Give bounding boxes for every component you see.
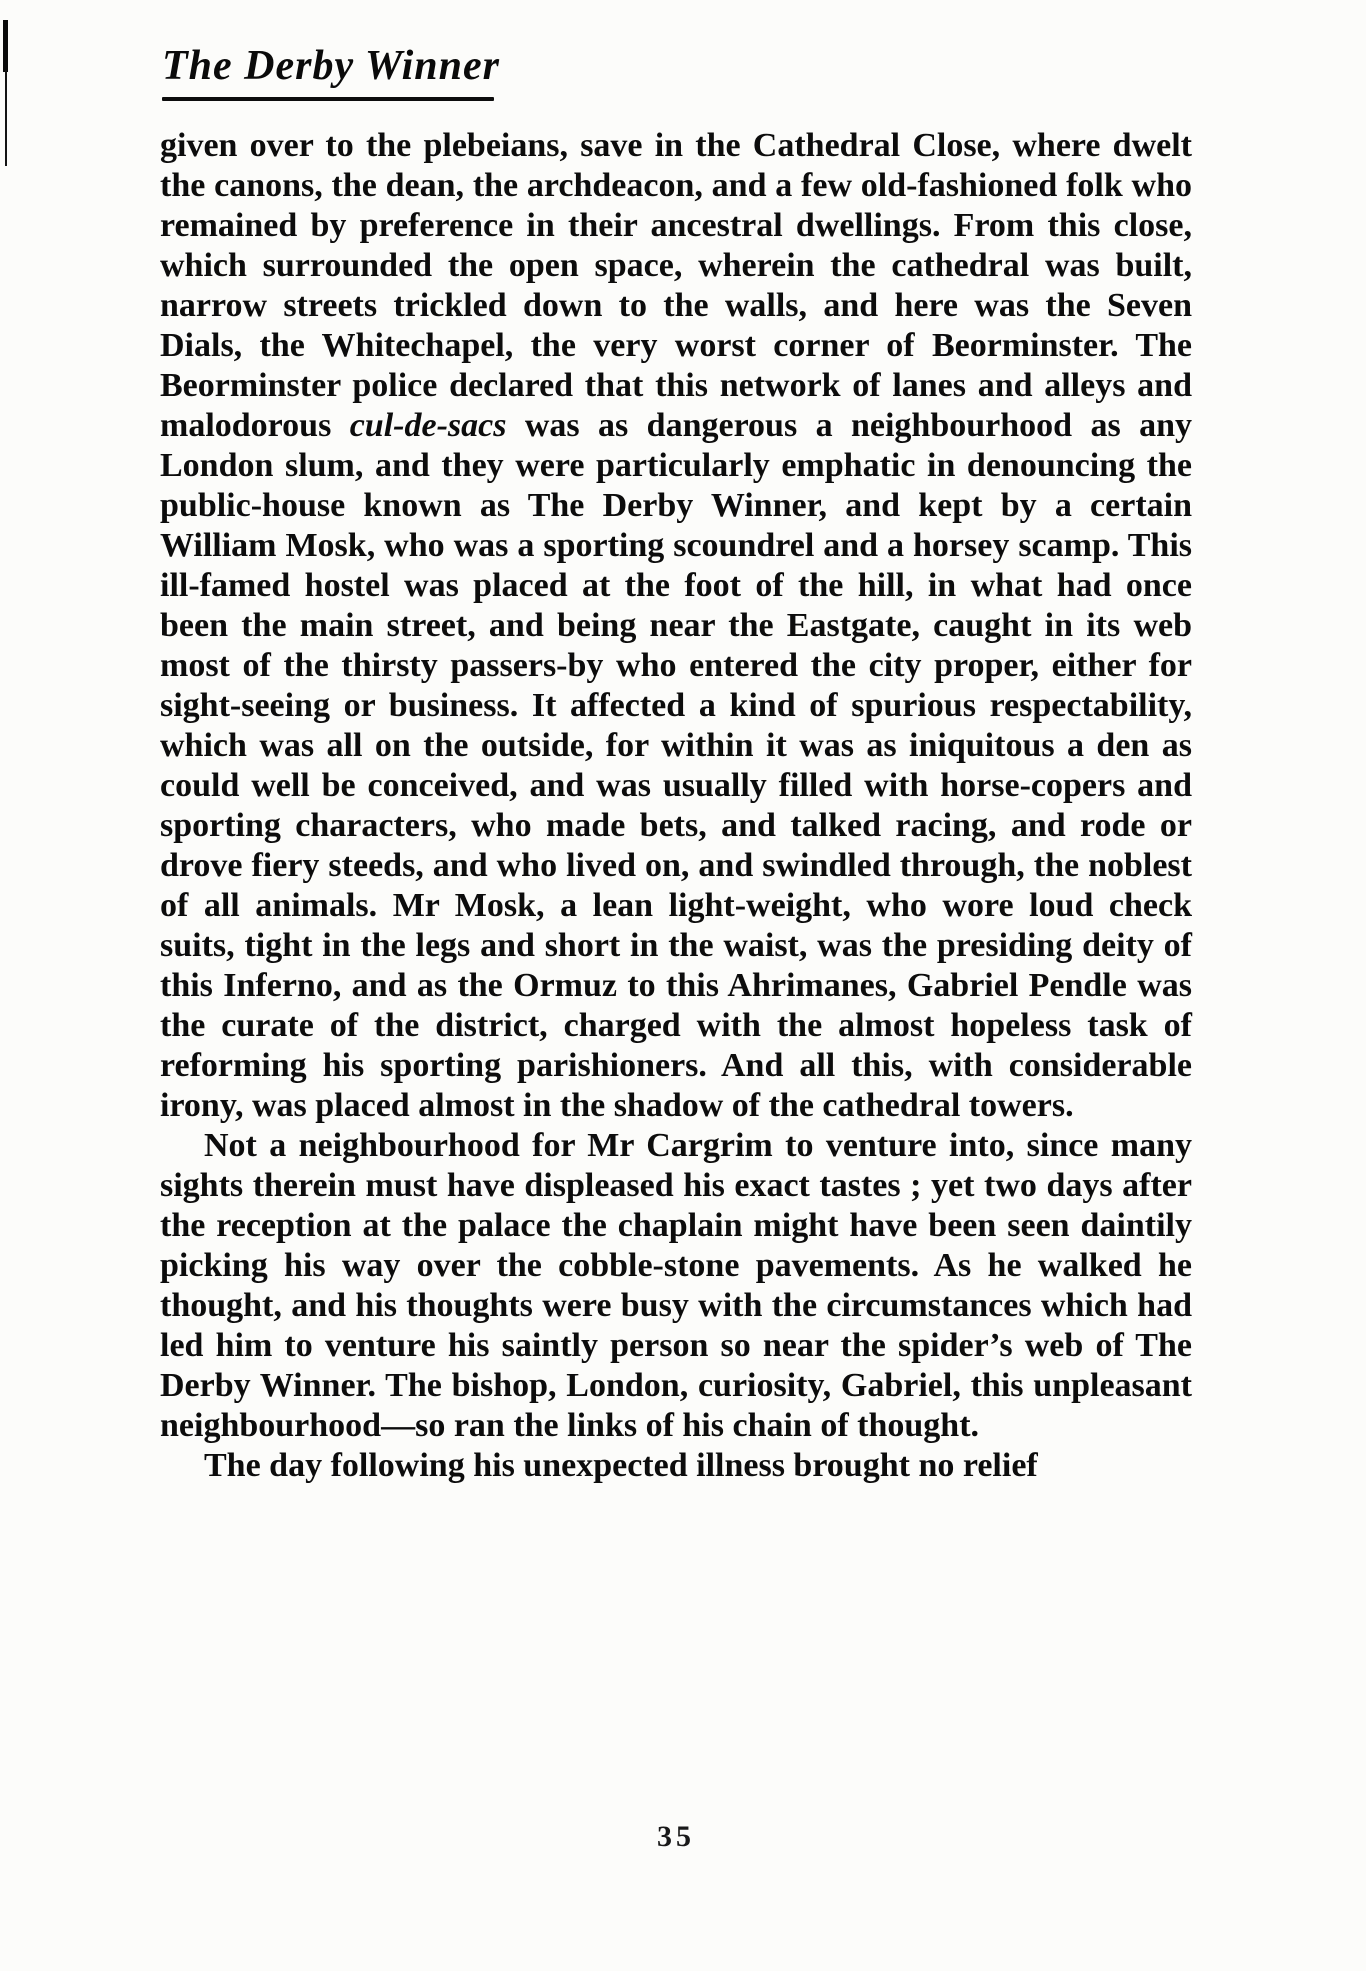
running-header — [162, 42, 502, 101]
italic-phrase: cul-de-sacs — [349, 407, 507, 444]
paragraph — [160, 1126, 1192, 1446]
page-number: 35 — [657, 1820, 695, 1853]
paragraph-text: The day following his unexpected illness brought no relief — [204, 1447, 1038, 1484]
page-footer — [160, 1820, 1192, 1854]
scan-artifact-line-thick — [3, 20, 8, 72]
paragraph — [160, 126, 1192, 1126]
chapter-title: The Derby Winner — [162, 43, 501, 89]
paragraph — [160, 1446, 1192, 1486]
scan-artifact-line-thin — [5, 70, 7, 166]
title-underline-rule — [162, 97, 494, 101]
paragraph-text: was as dangerous a neighbourhood as any London slum, and they were particularly emphatic in denouncing the public-house known as The Derby Winner, and kept by a certain William Mosk, who was a sporting scoundrel and a horsey scamp. This ill-famed hostel was placed at the foot of the hill, in what had once been the main street, and being near the Eastgate, caught in its web most of the thirsty passers-by who entered the city proper, either for sight-seeing or business. It affected a kind of spurious respectability, which was all on the outside, for within it was as iniquitous a den as could well be conceived, and was usually filled with horse-copers and sporting characters, who made bets, and talked racing, and rode or drove fiery steeds, and who lived on, and swindled through, the noblest of all animals. Mr Mosk, a lean light-weight, who wore loud check suits, tight in the legs and short in the waist, was the presiding deity of this Inferno, and as the Ormuz to this Ahrimanes, Gabriel Pendle was the curate of the district, charged with the almost hopeless task of reforming his sporting parishioners. And all this, with considerable irony, was placed almost in the shadow of the cathedral towers. — [160, 407, 1192, 1124]
paragraph-text: Not a neighbourhood for Mr Cargrim to venture into, since many sights therein must have displeased his exact tastes ; yet two days after the reception at the palace the chaplain might have been seen daintily picking his way over the cobble-stone pavements. As he walked he thought, and his thoughts were busy with the circumstances which had led him to venture his saintly person so near the spider’s web of The Derby Winner. The bishop, London, curiosity, Gabriel, this unpleasant neighbourhood—so ran the links of his chain of thought. — [160, 1127, 1192, 1444]
paragraph-text: given over to the plebeians, save in the Cathedral Close, where dwelt the canons, the dean, the archdeacon, and a few old-fashioned folk who remained by preference in their ancestral dwellings. From this close, which surrounded the open space, wherein the cathedral was built, narrow streets trickled down to the walls, and here was the Seven Dials, the Whitechapel, the very worst corner of Beorminster. The Beorminster police declared that this network of lanes and alleys and malodorous — [160, 127, 1192, 444]
page-body — [160, 126, 1192, 1486]
